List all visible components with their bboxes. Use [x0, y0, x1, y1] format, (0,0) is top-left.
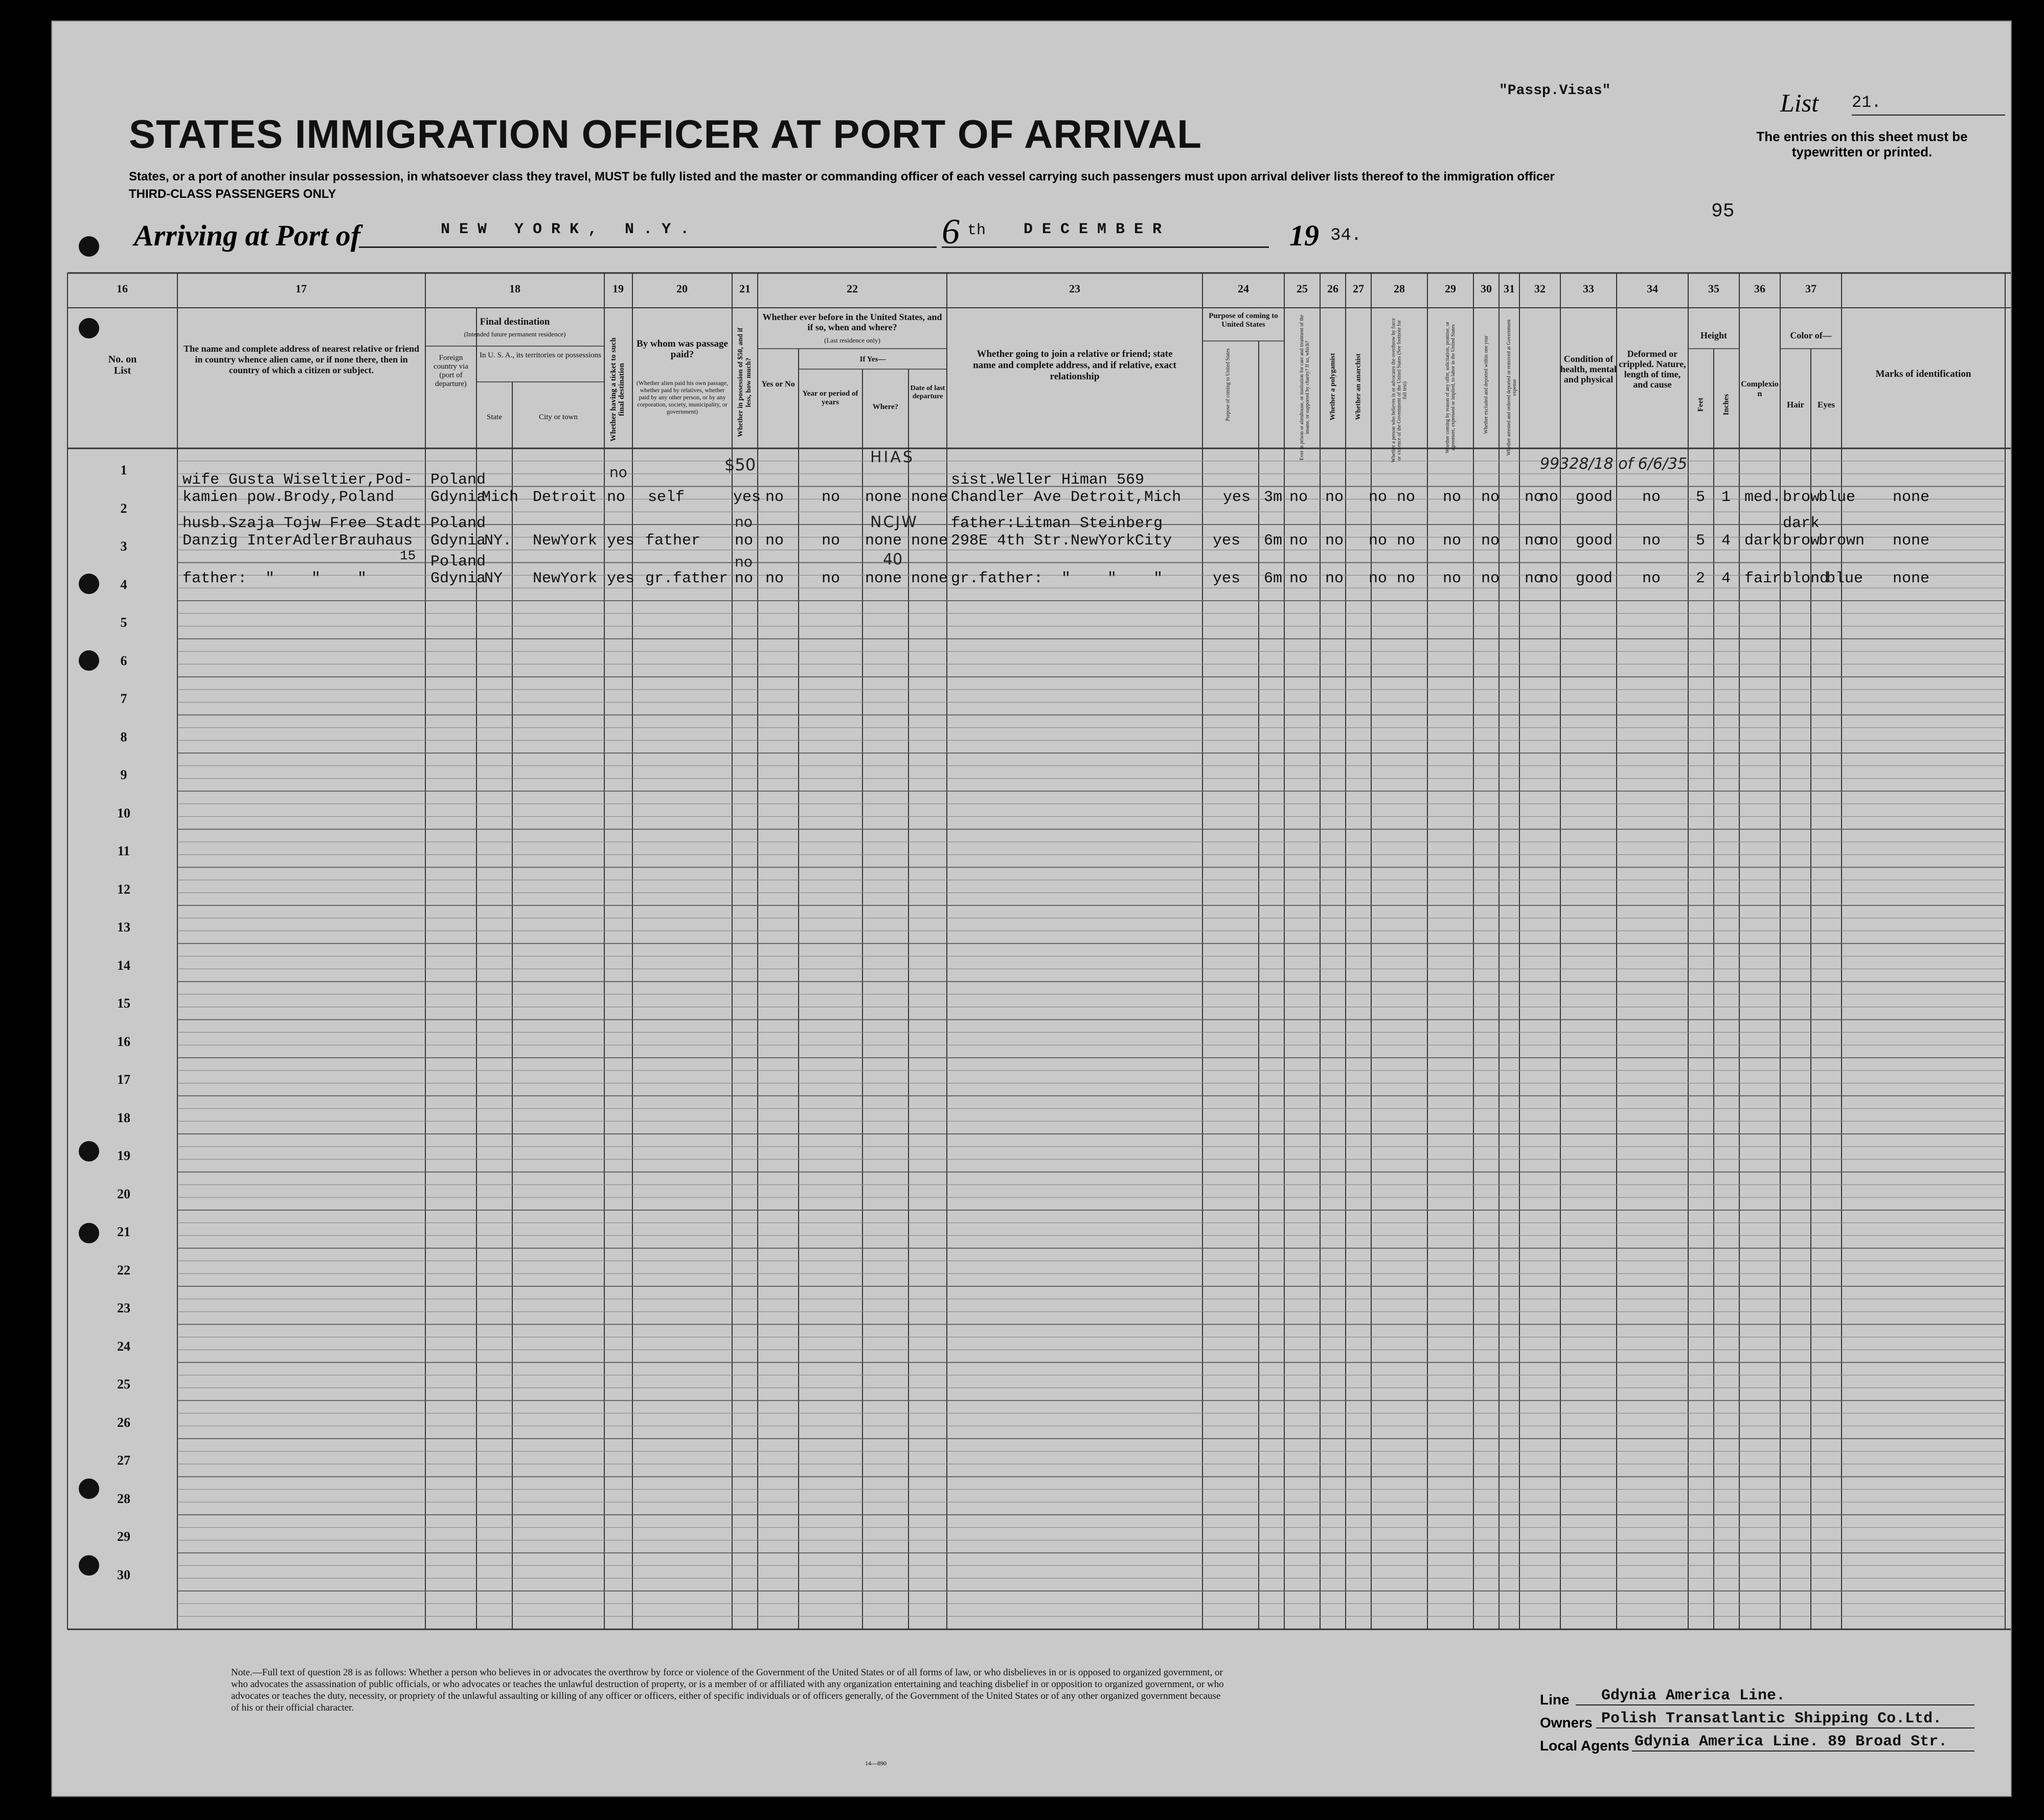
- years: no: [822, 532, 841, 550]
- header-foreign-country: Foreign country via (port of departure): [434, 354, 468, 388]
- header-col31: Whether arrested and ordered deported or removed at Government expense: [1506, 319, 1517, 456]
- complexion: med.: [1744, 489, 1782, 506]
- col27: no: [1397, 532, 1416, 550]
- relative-address: father: " " ": [183, 570, 367, 587]
- col30: no: [1525, 532, 1543, 550]
- row-number: 20: [117, 1186, 130, 1201]
- col31: no: [1540, 489, 1559, 506]
- ticket: no: [607, 489, 626, 506]
- header-state: State: [487, 413, 502, 421]
- column-number: 16: [117, 282, 128, 295]
- header-purpose: Purpose of coming to United States: [1209, 312, 1278, 329]
- col24b: no: [1289, 489, 1308, 506]
- inches: 4: [1721, 570, 1731, 587]
- column-number: 24: [1238, 282, 1249, 295]
- header-col28: Whether a person who believes in or advocates the overthrow by force or violence of the Government of the United States (See footnote for full text): [1391, 318, 1408, 463]
- header-relative: The name and complete address of nearest relative or friend in country whence alien came, or if none there, then in country of which a citizen or subject.: [183, 344, 420, 375]
- col28: no: [1443, 570, 1462, 587]
- handwritten-no: no: [735, 553, 753, 570]
- eyes: brown: [1819, 532, 1865, 550]
- typewritten-note: The entries on this sheet must be typewritten or printed.: [1756, 129, 1968, 160]
- foreign-country: Poland: [430, 515, 486, 532]
- ever-before: no: [765, 570, 784, 587]
- header-color-of: Color of—: [1790, 330, 1832, 340]
- page-title: STATES IMMIGRATION OFFICER AT PORT OF ARRIVAL: [129, 111, 1202, 156]
- eyes: blue: [1826, 570, 1864, 587]
- column-number: 19: [612, 282, 624, 295]
- handwritten-no: no: [735, 513, 753, 530]
- col26: no: [1369, 532, 1388, 550]
- deformed: no: [1642, 532, 1661, 550]
- passage-paid: self: [648, 489, 685, 506]
- header-complexion: Complexion: [1741, 380, 1779, 398]
- col31: no: [1540, 532, 1559, 550]
- handwritten-money: $50: [724, 455, 756, 474]
- column-number: 26: [1327, 282, 1338, 295]
- arrival-day: 6: [942, 212, 960, 252]
- header-ever-before: Whether ever before in the United States, and if so, when and where?: [762, 312, 942, 332]
- deformed: no: [1642, 489, 1661, 506]
- header-year-period: Year or period of years: [802, 390, 858, 406]
- state: Mich: [482, 489, 519, 506]
- relative-address: kamien pow.Brody,Poland: [183, 489, 395, 506]
- col24b: no: [1289, 570, 1308, 587]
- passage-paid: father: [645, 532, 701, 550]
- where: none: [865, 489, 902, 506]
- passp-visas-stamp: "Passp.Visas": [1499, 83, 1611, 99]
- line-underline: [1576, 1704, 1974, 1705]
- header-passage-note: (Whether alien paid his own passage, whether paid by relatives, whether paid by any other person, or by any corporation, society, municipality, or government): [636, 379, 729, 415]
- line-label: Line: [1540, 1692, 1570, 1708]
- list-number: 21.: [1852, 93, 1881, 112]
- row-number: 26: [117, 1415, 130, 1430]
- hair: brow: [1783, 532, 1820, 550]
- col29: no: [1481, 489, 1500, 506]
- row-number: 22: [117, 1262, 130, 1278]
- header-height: Height: [1700, 330, 1727, 340]
- marks: none: [1893, 489, 1930, 506]
- joining: father:Litman Steinberg: [951, 515, 1163, 532]
- foreign-port: Gdynia: [430, 532, 486, 550]
- marks: none: [1893, 570, 1930, 587]
- joining: 298E 4th Str.NewYorkCity: [951, 532, 1172, 550]
- hair: blond: [1783, 570, 1829, 587]
- hair: dark: [1783, 515, 1820, 532]
- header-deformed: Deformed or crippled. Nature, length of time, and cause: [1619, 349, 1686, 390]
- health: good: [1576, 570, 1613, 587]
- header-col30: Whether excluded and deported within one year: [1483, 335, 1489, 434]
- agents-value: Gdynia America Line. 89 Broad Str.: [1634, 1733, 1948, 1750]
- ticket: yes: [607, 532, 635, 550]
- row-number: 30: [117, 1567, 130, 1582]
- relative-address: husb.Szaja Tojw Free Stadt: [183, 515, 422, 532]
- header-city: City or town: [539, 413, 578, 421]
- length-stay: 3m: [1264, 489, 1283, 506]
- header-no-on-list: No. on List: [108, 354, 137, 376]
- column-number: 29: [1445, 282, 1456, 295]
- col30: no: [1525, 489, 1543, 506]
- deformed: no: [1642, 570, 1661, 587]
- row-number: 2: [120, 500, 127, 516]
- row-number: 29: [117, 1529, 130, 1544]
- row-number: 6: [120, 653, 127, 668]
- row-number: 11: [117, 844, 130, 858]
- row-number: 14: [117, 958, 130, 973]
- city: Detroit: [533, 489, 598, 506]
- row-number: 16: [117, 1034, 130, 1049]
- header-where: Where?: [872, 403, 899, 411]
- header-hair: Hair: [1787, 400, 1804, 410]
- col25: no: [1325, 532, 1344, 550]
- money: no: [735, 532, 754, 550]
- col26: no: [1369, 570, 1388, 587]
- feet: 5: [1696, 489, 1706, 506]
- header-feet: Feet: [1696, 397, 1705, 412]
- city: NewYork: [533, 570, 598, 587]
- purpose: yes: [1213, 570, 1241, 587]
- where: none: [865, 570, 902, 587]
- year-suffix: 34.: [1330, 226, 1362, 245]
- agents-underline: [1632, 1750, 1974, 1751]
- inches: 1: [1721, 489, 1731, 506]
- column-number: 33: [1583, 282, 1594, 295]
- header-col25: Ever in prison or almshouse, or institution for care and treatment of the insane, or supported by charity? If so, which?: [1299, 314, 1310, 461]
- inches: 4: [1721, 532, 1731, 550]
- header-possession-50: Whether in possession of $50, and if less, how much?: [737, 327, 753, 438]
- port-name: N E W Y O R K , N . Y .: [441, 221, 690, 238]
- header-purpose-rotated: Purpose of coming to United States: [1225, 348, 1231, 421]
- column-number: 21: [739, 282, 751, 295]
- row-number: 23: [117, 1301, 130, 1315]
- page-number: 95: [1711, 200, 1735, 222]
- subtitle-line: States, or a port of another insular possession, in whatsoever class they travel, MUST be fully listed and the master or commanding officer of each vessel carrying such passengers must upon arrival deliver lists thereof to the immigration officer: [129, 170, 1555, 184]
- passage-paid: gr.father: [645, 570, 729, 587]
- header-eyes: Eyes: [1818, 400, 1835, 410]
- column-number: 18: [509, 282, 520, 295]
- col31: no: [1540, 570, 1559, 587]
- owners-label: Owners: [1540, 1715, 1593, 1731]
- departure: none: [911, 489, 948, 506]
- col27: no: [1397, 570, 1416, 587]
- column-number: 35: [1708, 282, 1719, 295]
- hair: brow: [1783, 489, 1820, 506]
- departure: none: [911, 570, 948, 587]
- col26: no: [1369, 489, 1388, 506]
- header-final-destination: Final destination: [480, 316, 550, 327]
- header-joining: Whether going to join a relative or friend; state name and complete address, and if relative, exact relationship: [973, 349, 1176, 382]
- column-number: 34: [1647, 282, 1658, 295]
- departure: none: [911, 532, 948, 550]
- handwritten-certificate: 99328/18 of 6/6/35: [1540, 455, 1688, 473]
- column-number: 22: [847, 282, 858, 295]
- row-number: 5: [120, 615, 127, 630]
- header-yes-no: Yes or No: [761, 380, 795, 389]
- column-number: 25: [1297, 282, 1308, 295]
- ticket: yes: [607, 570, 635, 587]
- foreign-port: Gdynia: [430, 570, 486, 587]
- header-anarchist: Whether an anarchist: [1354, 353, 1362, 420]
- col27: no: [1397, 489, 1416, 506]
- foreign-country: Poland: [430, 471, 486, 489]
- header-if-yes: If Yes—: [859, 355, 886, 363]
- header-health: Condition of health, mental and physical: [1560, 354, 1617, 384]
- foreign-country: Poland: [430, 553, 486, 571]
- handwritten-hias: HIAS: [870, 448, 915, 466]
- row-number: 9: [120, 767, 127, 782]
- where: none: [865, 532, 902, 550]
- agents-label: Local Agents: [1540, 1738, 1629, 1754]
- purpose: yes: [1223, 489, 1251, 506]
- row-number: 10: [117, 805, 130, 821]
- row-number: 4: [120, 577, 127, 592]
- col29: no: [1481, 570, 1500, 587]
- manifest-sheet: [51, 20, 2012, 1797]
- year-prefix: 19: [1289, 219, 1319, 252]
- owners-underline: [1596, 1727, 1974, 1728]
- length-stay: 6m: [1264, 570, 1283, 587]
- health: good: [1576, 532, 1613, 550]
- foreign-port: Gdynia: [430, 489, 486, 506]
- header-marks: Marks of identification: [1875, 369, 1971, 379]
- money: yes: [733, 489, 761, 506]
- years: no: [822, 489, 841, 506]
- row-number: 13: [117, 920, 130, 935]
- column-number: 37: [1805, 282, 1816, 295]
- row-number: 19: [117, 1148, 130, 1163]
- joining: sist.Weller Himan 569: [951, 471, 1145, 489]
- row-number: 1: [120, 463, 127, 477]
- column-number: 36: [1754, 282, 1765, 295]
- state: NY: [484, 570, 503, 587]
- row-number: 12: [117, 881, 130, 897]
- city: NewYork: [533, 532, 598, 550]
- col25: no: [1325, 489, 1344, 506]
- row-number: 21: [117, 1224, 130, 1239]
- header-date-departure: Date of last departure: [910, 384, 945, 400]
- header-inches: Inches: [1722, 394, 1731, 416]
- joining: Chandler Ave Detroit,Mich: [951, 489, 1182, 506]
- header-ticket: Whether having a ticket to such final destination: [609, 337, 626, 442]
- header-passage-paid: By whom was passage paid?: [637, 338, 728, 360]
- relative-address: 15: [400, 548, 416, 563]
- row-number: 28: [117, 1491, 130, 1506]
- header-final-destination-note: (Intended future permanent residence): [464, 330, 566, 338]
- ever-before: no: [765, 532, 784, 550]
- col28: no: [1443, 532, 1462, 550]
- state: NY.: [484, 532, 512, 550]
- purpose: yes: [1213, 532, 1241, 550]
- arriving-label: Arriving at Port of: [134, 219, 361, 252]
- col29: no: [1481, 532, 1500, 550]
- handwritten-ncjw: NCJW: [870, 513, 918, 531]
- row-number: 25: [117, 1377, 130, 1392]
- row-number: 17: [117, 1072, 130, 1087]
- column-number: 31: [1504, 282, 1515, 295]
- joining: gr.father: " " ": [951, 570, 1163, 587]
- relative-address: Danzig InterAdlerBrauhaus: [183, 532, 413, 550]
- header-ever-before-note: (Last residence only): [824, 336, 880, 344]
- col24b: no: [1289, 532, 1308, 550]
- column-number: 30: [1481, 282, 1492, 295]
- arrival-month: D E C E M B E R: [1024, 221, 1162, 238]
- row-number: 8: [120, 729, 127, 744]
- col30: no: [1525, 570, 1543, 587]
- footnote: Note.—Full text of question 28 is as follows: Whether a person who believes in or advocates the overthrow by force or violence of the Government of the United States or of all forms of law, or who disbelieves in or is opposed to organized government, or who advocates the assassination of public officials, or who advocates or teaches the unlawful destruction of property, or is a member of or affiliated with any organization entertaining and teaching disbelief in or opposition to organized government, or who advocates or teaches the duty, necessity, or propriety of the unlawful assaulting or killing of any officer or officers, either of specific individuals or of officers generally, of the Government of the United States or of any other organized government because of his or their official character.: [231, 1667, 1224, 1713]
- years: no: [822, 570, 841, 587]
- row-number: 15: [117, 996, 130, 1011]
- row-number: 18: [117, 1110, 130, 1125]
- handwritten-40: 40: [883, 551, 903, 568]
- handwritten-yes: no: [609, 464, 627, 481]
- row-number: 3: [120, 539, 127, 554]
- column-number: 28: [1394, 282, 1405, 295]
- row-number: 24: [117, 1338, 130, 1354]
- column-number: 20: [676, 282, 688, 295]
- health: good: [1576, 489, 1613, 506]
- header-in-usa: In U. S. A., its territories or possessions: [480, 351, 601, 359]
- list-label: List: [1780, 88, 1819, 117]
- complexion: dark: [1744, 532, 1782, 550]
- money: no: [735, 570, 754, 587]
- eyes: blue: [1819, 489, 1856, 506]
- row-number: 7: [120, 691, 127, 706]
- feet: 2: [1696, 570, 1706, 587]
- column-number: 17: [296, 282, 307, 295]
- relative-address: wife Gusta Wiseltier,Pod-: [183, 471, 413, 489]
- third-class-label: THIRD-CLASS PASSENGERS ONLY: [129, 187, 336, 201]
- header-col29: Whether coming by reason of any offer, solicitation, promise, or agreement, expressed or implied, to labor in the United States: [1445, 322, 1456, 453]
- column-number: 32: [1534, 282, 1546, 295]
- complexion: fair: [1744, 570, 1782, 587]
- ever-before: no: [765, 489, 784, 506]
- marks: none: [1893, 532, 1930, 550]
- form-code: 14—890: [865, 1760, 887, 1767]
- col28: no: [1443, 489, 1462, 506]
- column-number: 27: [1353, 282, 1364, 295]
- arrival-day-suffix: th: [967, 222, 986, 239]
- feet: 5: [1696, 532, 1706, 550]
- length-stay: 6m: [1264, 532, 1283, 550]
- row-number: 27: [117, 1453, 130, 1468]
- column-number: 23: [1069, 282, 1080, 295]
- col25: no: [1325, 570, 1344, 587]
- owners-value: Polish Transatlantic Shipping Co.Ltd.: [1601, 1710, 1942, 1727]
- header-polygamist: Whether a polygamist: [1329, 353, 1337, 421]
- line-value: Gdynia America Line.: [1601, 1687, 1786, 1704]
